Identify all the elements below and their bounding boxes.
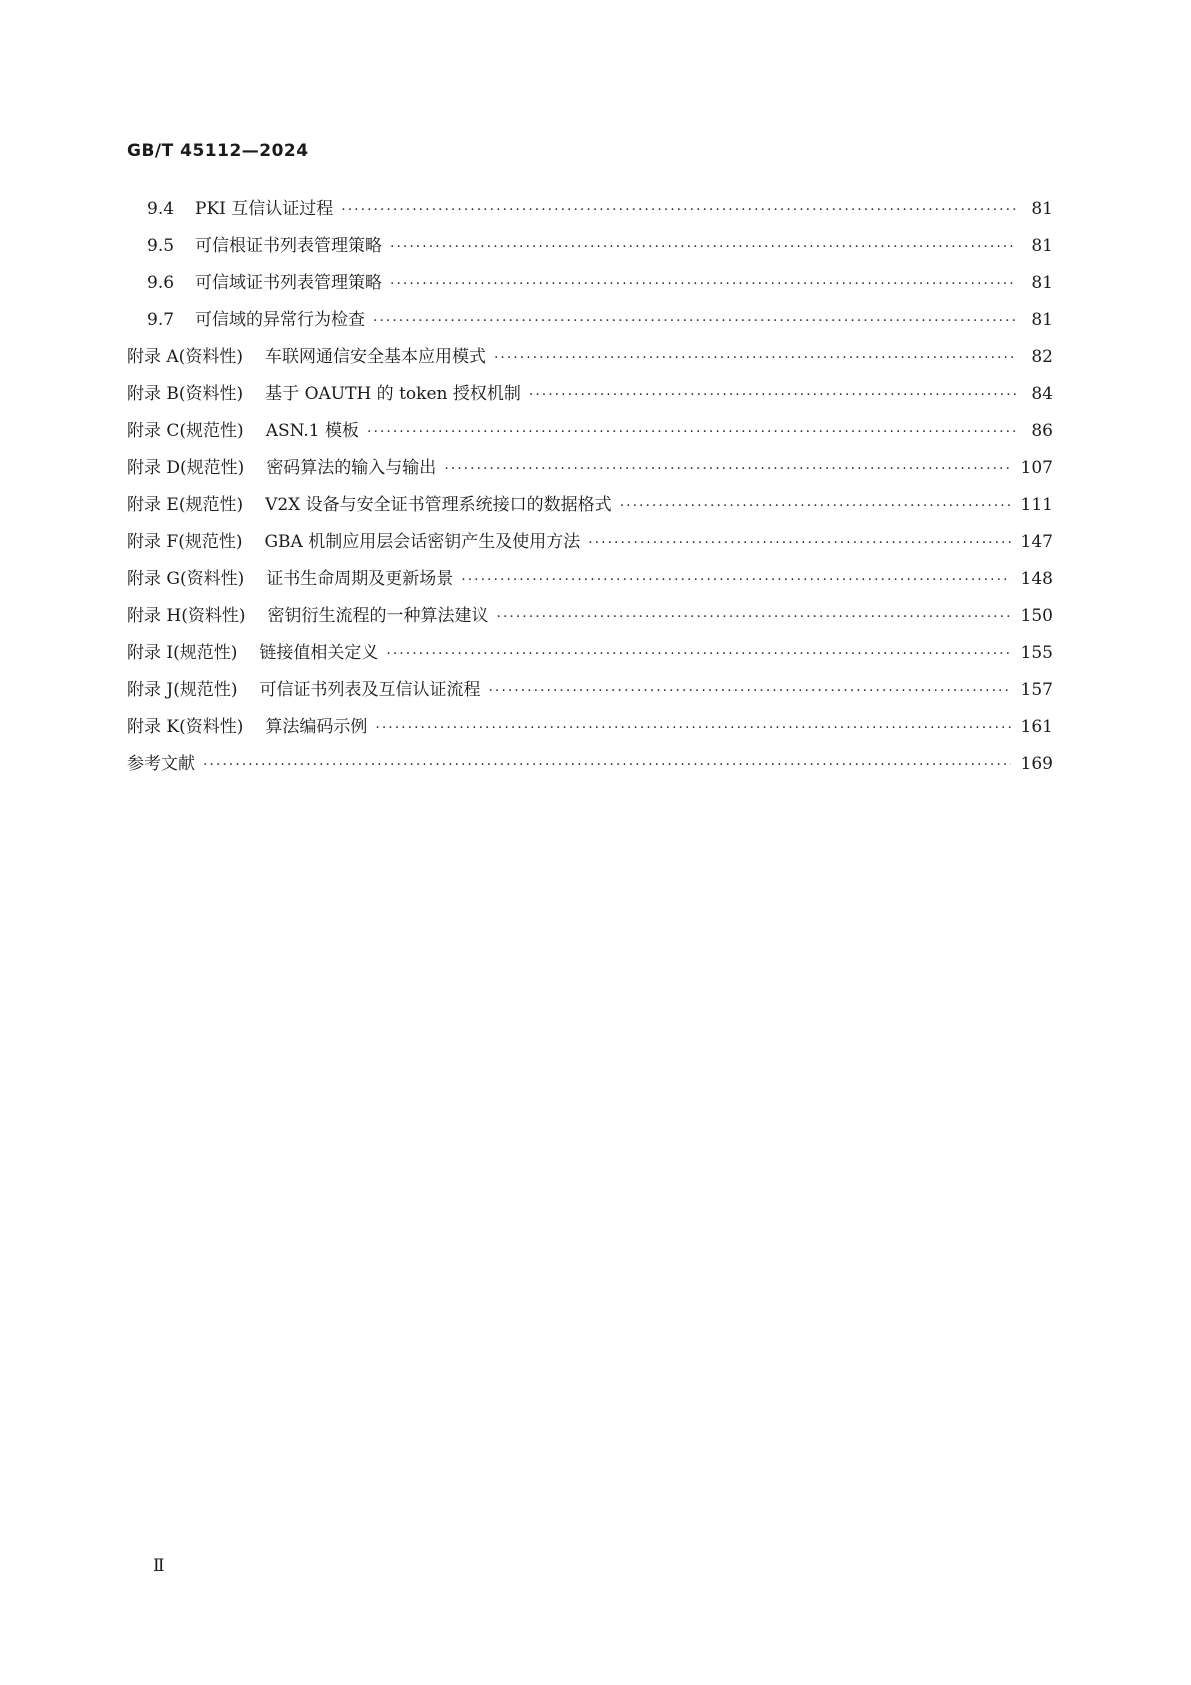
- dot-leader: [461, 572, 1010, 588]
- toc-entry-page: 84: [1031, 384, 1053, 404]
- dot-leader: [341, 202, 1017, 218]
- toc-entry-page: 157: [1020, 680, 1053, 700]
- toc-entry-title: PKI 互信认证过程: [195, 199, 334, 219]
- dot-leader: [529, 387, 1017, 403]
- appendix-label: 附录 E(规范性): [127, 495, 244, 515]
- toc-entry-appendix-d[interactable]: [127, 453, 1053, 490]
- toc-entry-9-5[interactable]: [127, 231, 1053, 268]
- toc-entry-page: 81: [1031, 236, 1053, 256]
- toc-entry-title: 链接值相关定义: [259, 643, 379, 663]
- toc-entry-appendix-b[interactable]: [127, 379, 1053, 416]
- appendix-label: 附录 F(规范性): [127, 532, 243, 552]
- dot-leader: [203, 757, 1011, 773]
- appendix-label: 附录 A(资料性): [127, 347, 243, 367]
- appendix-label: 附录 D(规范性): [127, 458, 245, 478]
- dot-leader: [386, 646, 1010, 662]
- toc-entry-title: 可信域的异常行为检查: [195, 310, 365, 330]
- toc-entry-appendix-j[interactable]: [127, 675, 1053, 712]
- toc-entry-page: 148: [1020, 569, 1053, 589]
- toc-entry-title: 可信根证书列表管理策略: [195, 236, 382, 256]
- dot-leader: [367, 424, 1017, 440]
- toc-entry-page: 82: [1031, 347, 1053, 367]
- dot-leader: [390, 239, 1017, 255]
- page-number: Ⅱ: [153, 1556, 165, 1576]
- toc-entry-number: 9.6: [147, 273, 175, 293]
- standard-code: GB/T 45112—2024: [127, 141, 309, 161]
- toc-entry-9-4[interactable]: [127, 194, 1053, 231]
- toc-entry-appendix-c[interactable]: [127, 416, 1053, 453]
- appendix-label: 附录 B(资料性): [127, 384, 244, 404]
- dot-leader: [488, 683, 1010, 699]
- appendix-label: 附录 G(资料性): [127, 569, 245, 589]
- toc-entry-title: 车联网通信安全基本应用模式: [264, 347, 486, 367]
- toc-entry-number: 9.4: [147, 199, 175, 219]
- toc-entry-page: 86: [1031, 421, 1053, 441]
- dot-leader: [390, 276, 1017, 292]
- toc-entry-9-6[interactable]: [127, 268, 1053, 305]
- toc-entry-title: 密码算法的输入与输出: [266, 458, 437, 478]
- toc-entry-page: 161: [1020, 717, 1053, 737]
- toc-entry-page: 147: [1020, 532, 1053, 552]
- toc-entry-appendix-f[interactable]: [127, 527, 1053, 564]
- dot-leader: [497, 609, 1011, 625]
- toc-entry-title: 证书生命周期及更新场景: [266, 569, 454, 589]
- toc-entry-title: ASN.1 模板: [265, 421, 360, 441]
- toc-entry-number: 9.5: [147, 236, 175, 256]
- appendix-label: 附录 J(规范性): [127, 680, 238, 700]
- toc-entry-appendix-a[interactable]: [127, 342, 1053, 379]
- toc-entry-appendix-k[interactable]: [127, 712, 1053, 749]
- dot-leader: [444, 461, 1010, 477]
- toc-entry-title: 算法编码示例: [265, 717, 368, 737]
- toc-entry-page: 107: [1020, 458, 1053, 478]
- dot-leader: [620, 498, 1011, 514]
- toc-entry-page: 111: [1020, 495, 1053, 515]
- toc-entry-title: 基于 OAUTH 的 token 授权机制: [265, 384, 521, 404]
- toc-entry-title: 参考文献: [127, 754, 195, 774]
- toc-entry-appendix-i[interactable]: [127, 638, 1053, 675]
- toc-entry-page: 81: [1031, 310, 1053, 330]
- toc-entry-page: 81: [1031, 273, 1053, 293]
- toc-entry-page: 169: [1020, 754, 1053, 774]
- toc-entry-title: GBA 机制应用层会话密钥产生及使用方法: [264, 532, 581, 552]
- toc-entry-page: 150: [1020, 606, 1053, 626]
- toc-entry-title: 可信域证书列表管理策略: [195, 273, 382, 293]
- toc-entry-page: 155: [1020, 643, 1053, 663]
- toc-entry-page: 81: [1031, 199, 1053, 219]
- toc-entry-title: 密钥衍生流程的一种算法建议: [267, 606, 489, 626]
- toc-entry-appendix-g[interactable]: [127, 564, 1053, 601]
- appendix-label: 附录 H(资料性): [127, 606, 246, 626]
- dot-leader: [375, 720, 1010, 736]
- toc-entry-references[interactable]: [127, 749, 1053, 786]
- dot-leader: [494, 350, 1017, 366]
- dot-leader: [588, 535, 1010, 551]
- table-of-contents: [127, 194, 1053, 786]
- appendix-label: 附录 I(规范性): [127, 643, 238, 663]
- toc-entry-9-7[interactable]: [127, 305, 1053, 342]
- appendix-label: 附录 K(资料性): [127, 717, 244, 737]
- dot-leader: [373, 313, 1017, 329]
- toc-entry-title: 可信证书列表及互信认证流程: [259, 680, 481, 700]
- toc-entry-number: 9.7: [147, 310, 175, 330]
- appendix-label: 附录 C(规范性): [127, 421, 244, 441]
- toc-entry-appendix-e[interactable]: [127, 490, 1053, 527]
- toc-entry-title: V2X 设备与安全证书管理系统接口的数据格式: [265, 495, 612, 515]
- toc-entry-appendix-h[interactable]: [127, 601, 1053, 638]
